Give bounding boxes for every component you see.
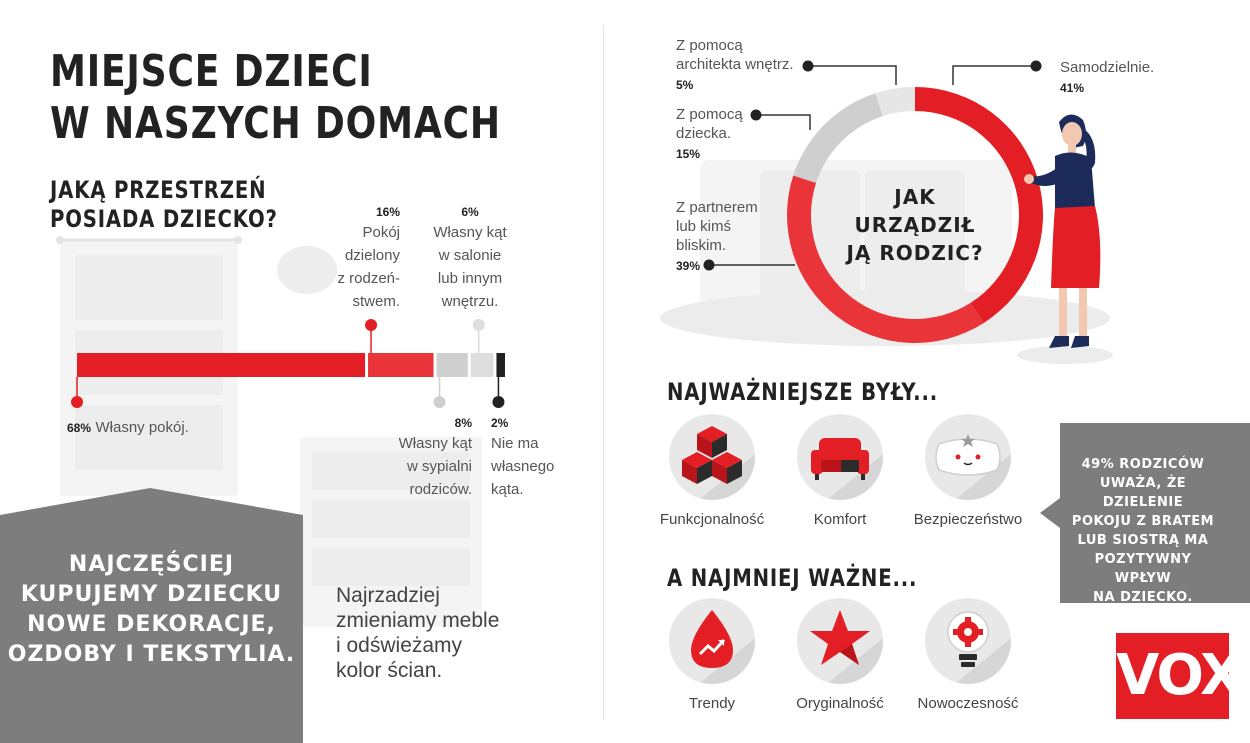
donut-label-partner — [676, 198, 758, 273]
bar-value-label: 2% — [491, 416, 509, 430]
trends-icon-circle — [669, 598, 755, 684]
donut-leader-line — [756, 115, 810, 130]
least-important-heading: A NAJMNIEJ WAŻNE... — [667, 564, 918, 592]
bar-value-label: 16% — [375, 205, 400, 219]
bar-marker-dot — [71, 396, 83, 408]
bar-category-label: Pokój dzielony z rodzeń- stwem. — [337, 224, 400, 310]
donut-label-self — [1060, 58, 1154, 95]
donut-category-label: Z pomocą architekta wnętrz. — [676, 37, 794, 73]
donut-leader-line — [953, 66, 1036, 85]
vox-logo-text: VOX — [1116, 643, 1242, 708]
donut-category-label: Samodzielnie. — [1060, 59, 1155, 76]
modernity-label: Nowoczesność — [917, 695, 1019, 712]
donut-value-label: 39% — [676, 259, 701, 273]
functionality-icon-circle — [669, 414, 755, 500]
donut-label-architect — [676, 36, 794, 92]
donut-slice — [793, 93, 883, 183]
donut-marker-dot — [751, 110, 762, 121]
donut-category-label: Z pomocą dziecka. — [676, 106, 743, 142]
comfort-label: Komfort — [813, 511, 867, 528]
donut-label-child — [676, 105, 743, 161]
bulb-gear-icon — [925, 598, 1011, 684]
bar-label-parents-bedroom — [360, 416, 472, 501]
donut-category-label: Z partnerem lub kimś bliskim. — [676, 199, 758, 254]
decor-callout-text: NAJCZĘŚCIEJ KUPUJEMY DZIECKU NOWE DEKORACJE, OZDOBY I TEKSTYLIA. — [7, 552, 296, 667]
space-question: JAKĄ PRZESTRZEŃ POSIADA DZIECKO? — [50, 176, 278, 233]
pillow-icon — [925, 414, 1011, 500]
bar-marker-dot — [434, 396, 446, 408]
safety-icon-circle — [925, 414, 1011, 500]
bar-value-label: 6% — [461, 205, 479, 219]
donut-leader-line — [808, 66, 896, 85]
bar-category-label: Własny kąt w sypialni rodziców. — [398, 435, 472, 498]
bar-category-label: Nie ma własnego kąta. — [491, 435, 555, 498]
bar-category-label: Własny pokój. — [95, 419, 189, 436]
donut-center-title: JAK URZĄDZIŁ JĄ RODZIC? — [846, 185, 984, 265]
functionality-label: Funkcjonalność — [659, 511, 765, 528]
donut-value-label: 5% — [676, 78, 694, 92]
rarely-changed-text: Najrzadziej zmieniamy meble i odświeżamy kolor ścian. — [336, 584, 500, 682]
star-icon — [797, 598, 883, 684]
safety-label: Bezpieczeństwo — [913, 511, 1023, 528]
bar-label-no-corner — [491, 416, 581, 501]
bar-marker-dot — [492, 396, 504, 408]
donut-value-label: 41% — [1060, 81, 1085, 95]
most-important-heading: NAJWAŻNIEJSZE BYŁY... — [667, 378, 939, 406]
donut-marker-dot — [1031, 61, 1042, 72]
trends-label: Trendy — [688, 695, 736, 712]
cubes-icon — [669, 414, 755, 500]
originality-label: Oryginalność — [796, 695, 884, 712]
bar-category-label: Własny kąt w salonie lub innym wnętrzu. — [433, 224, 507, 310]
donut-value-label: 15% — [676, 147, 701, 161]
bar-label-own-room — [67, 416, 189, 439]
donut-marker-dot — [803, 61, 814, 72]
modernity-icon-circle — [925, 598, 1011, 684]
main-title: MIEJSCE DZIECI W NASZYCH DOMACH — [50, 46, 501, 149]
armchair-icon — [797, 414, 883, 500]
drop-trend-icon — [669, 598, 755, 684]
originality-icon-circle — [797, 598, 883, 684]
bar-value-label: 8% — [454, 416, 472, 430]
woman-illustration — [1015, 108, 1115, 358]
bar-value-label: 68% — [67, 421, 92, 435]
comfort-icon-circle — [797, 414, 883, 500]
sharing-room-callout-text: 49% RODZICÓW UWAŻA, ŻE DZIELENIE POKOJU Z BRATEM LUB SIOSTRĄ MA POZYTYWNY WPŁYW NA DZIECKO. — [1071, 457, 1215, 605]
